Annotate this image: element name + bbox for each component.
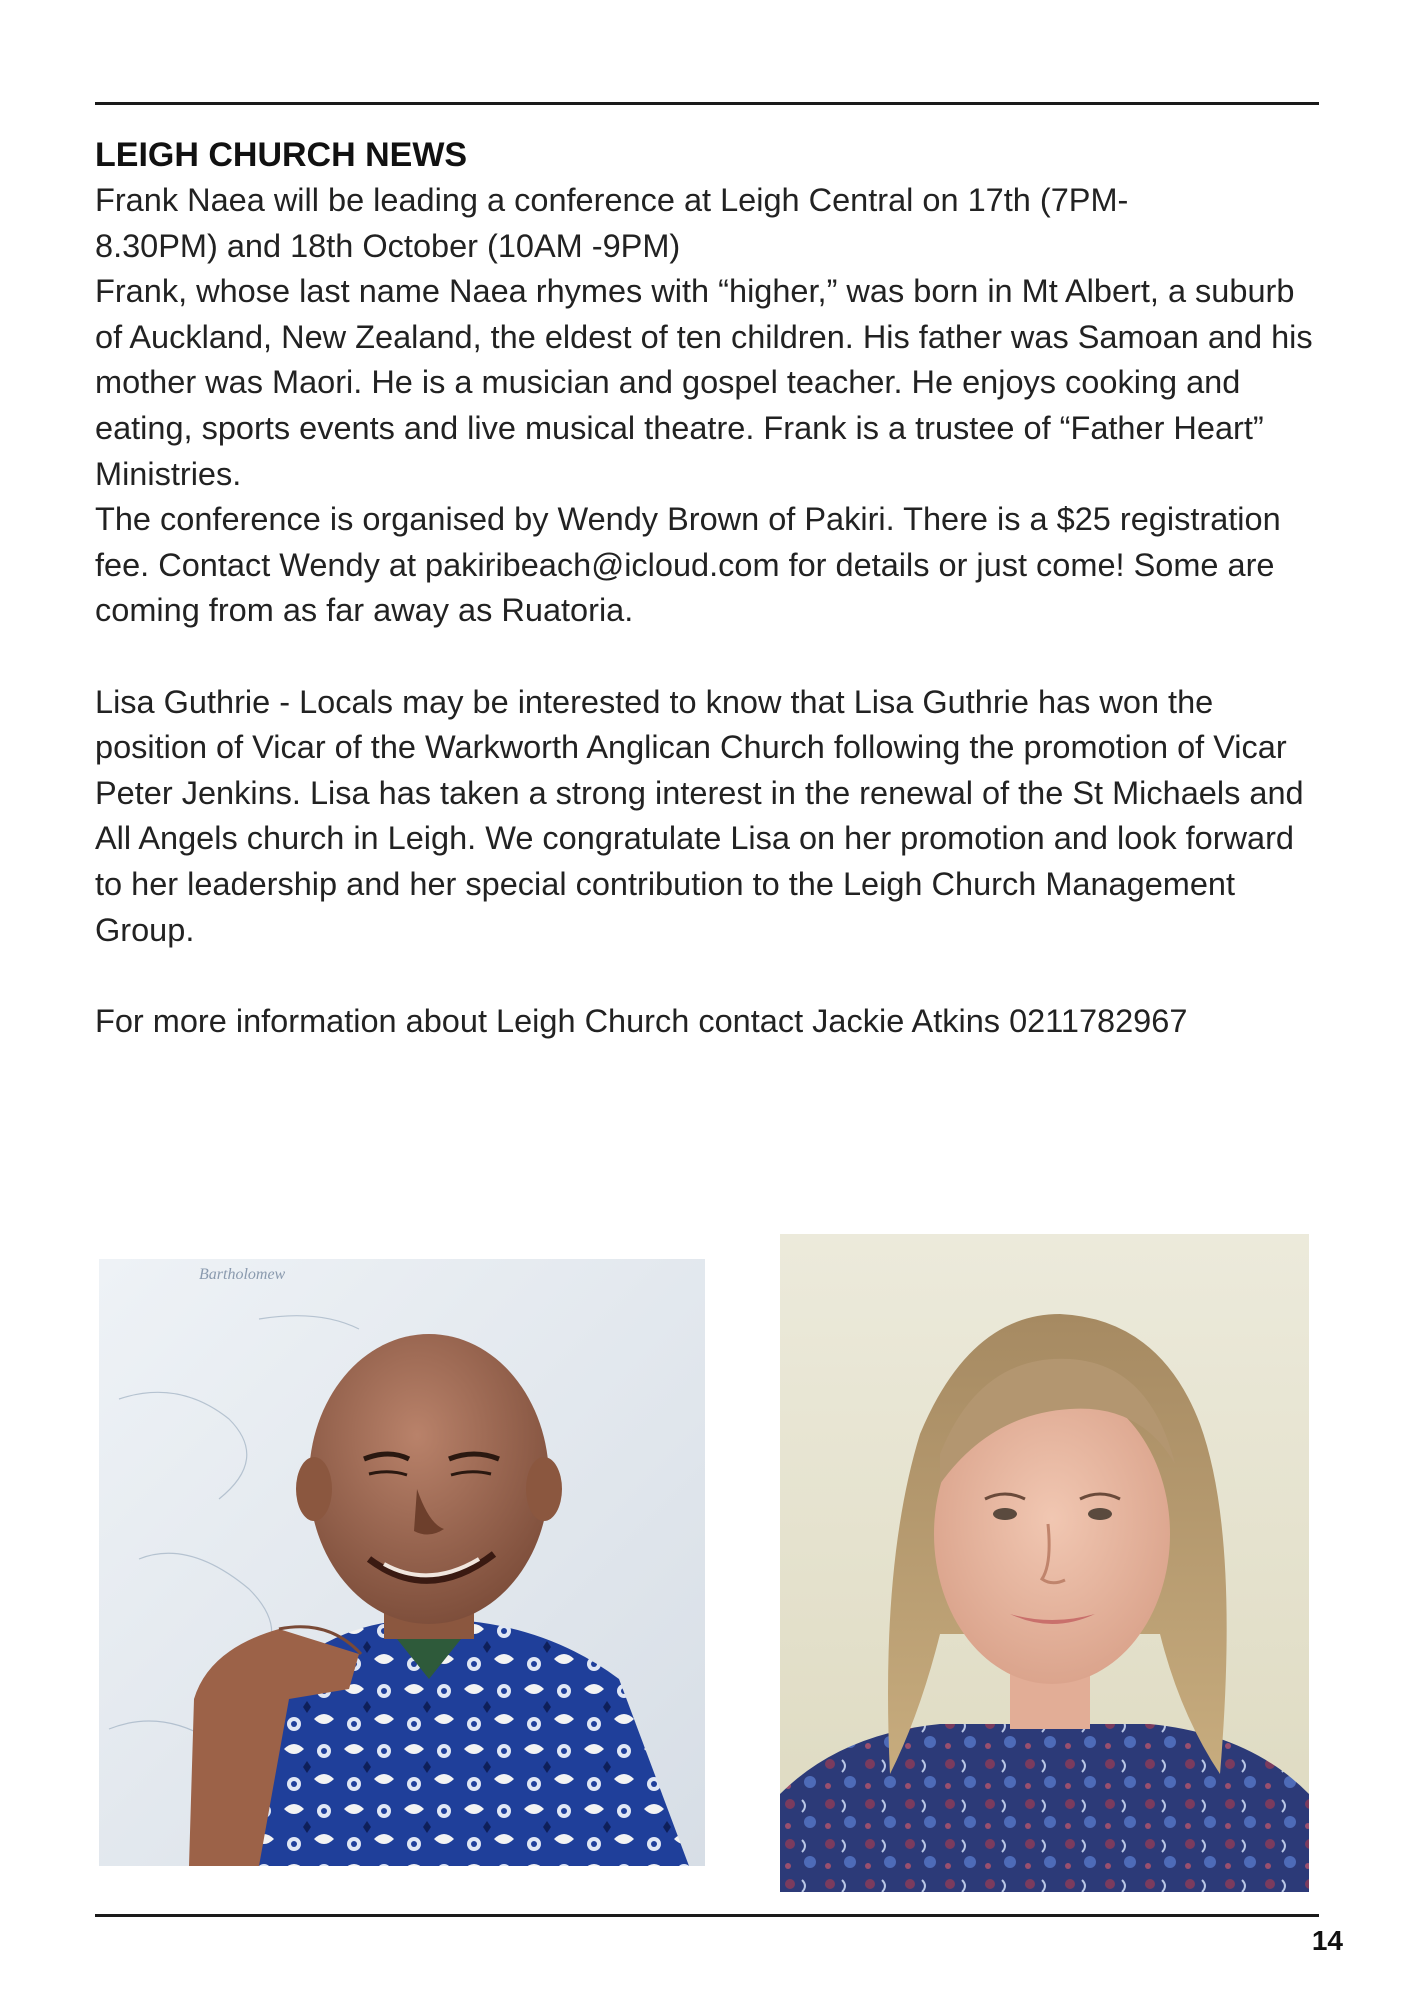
paragraph-spacer bbox=[95, 953, 1325, 999]
bottom-divider bbox=[95, 1914, 1319, 1917]
lisa-guthrie-portrait bbox=[780, 1234, 1309, 1892]
conference-details-paragraph: The conference is organised by Wendy Brown of Pakiri. There is a $25 registration fee. Contact Wendy at pakiribeach@icloud.com for details or just come! Some are coming from as far away as Ruatoria. bbox=[95, 501, 1281, 629]
lisa-guthrie-paragraph: Lisa Guthrie - Locals may be interested to know that Lisa Guthrie has won the position of Vicar of the Warkworth Anglican Church following the promotion of Vicar Peter Jenkins. Lisa has taken a strong interest in the renewal of the St Michaels and All Angels church in Leigh. We congratulate Lisa on her promotion and look forward to her leadership and her special contribution to the Leigh Church Management Group. bbox=[95, 683, 1304, 948]
page-title: LEIGH CHURCH NEWS bbox=[95, 136, 468, 174]
contact-paragraph: For more information about Leigh Church contact Jackie Atkins 0211782967 bbox=[95, 1002, 1188, 1039]
page-number: 14 bbox=[1311, 1925, 1343, 1956]
conference-intro-line-1: Frank Naea will be leading a conference at Leigh Central on 17th (7PM- bbox=[95, 182, 1129, 218]
frank-naea-portrait bbox=[99, 1259, 705, 1866]
frank-bio-paragraph: Frank, whose last name Naea rhymes with “higher,” was born in Mt Albert, a suburb of Auckland, New Zealand, the eldest of ten children. His father was Samoan and his mother was Maori. He is a musician and gospel teacher. He enjoys cooking and eating, sports events and live musical theatre. Frank is a trustee of “Father Heart” Ministries. bbox=[95, 273, 1313, 492]
whiteboard-writing: Bartholomew bbox=[199, 1266, 286, 1283]
conference-intro-line-2: 8.30PM) and 18th October (10AM -9PM) bbox=[95, 227, 681, 264]
top-divider bbox=[95, 102, 1319, 105]
lisa-guthrie-photo bbox=[780, 1234, 1309, 1892]
frank-naea-photo bbox=[99, 1259, 705, 1866]
paragraph-spacer bbox=[95, 634, 1325, 680]
article-body bbox=[95, 132, 1325, 1044]
